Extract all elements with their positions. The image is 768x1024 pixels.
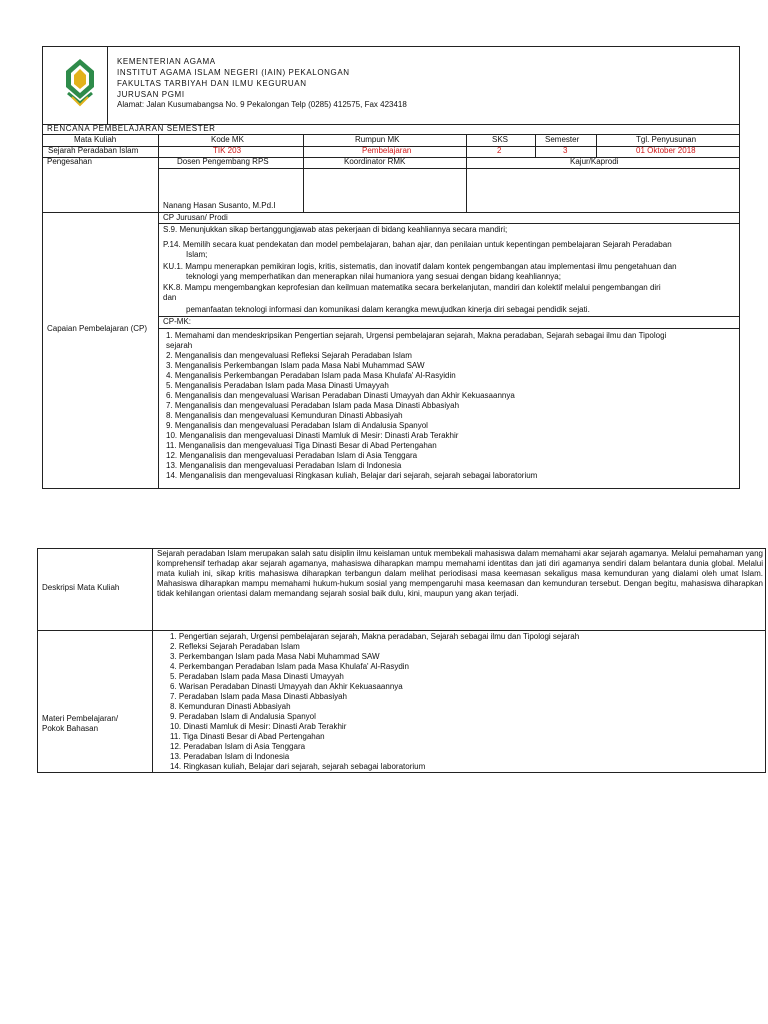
cp-label: Capaian Pembelajaran (CP)	[47, 324, 148, 333]
list-item: 4. Menganalisis Perkembangan Peradaban Islam pada Masa Khulafa' Al-Rasyidin	[166, 371, 456, 380]
cp-p14-cont: Islam;	[186, 250, 208, 259]
rule	[37, 772, 765, 773]
rule	[158, 316, 739, 317]
materi-label-cont: Pokok Bahasan	[42, 724, 99, 733]
cp-kk8-cont2: pemanfaatan teknologi informasi dan komunikasi dalam kerangka mewujudkan kinerja diri sebagai pendidik sejati.	[186, 305, 590, 314]
rule	[107, 46, 108, 125]
rule	[158, 168, 739, 169]
rule	[535, 134, 536, 158]
materi-list	[170, 632, 579, 772]
list-item: 9. Peradaban Islam di Andalusia Spanyol	[170, 712, 316, 721]
list-item: 5. Menganalisis Peradaban Islam pada Masa Dinasti Umayyah	[166, 381, 389, 390]
semester-value: 3	[563, 146, 568, 155]
dosen-name: Nanang Hasan Susanto, M.Pd.I	[163, 201, 276, 210]
rule	[42, 46, 43, 489]
list-item: 10. Dinasti Mamluk di Mesir: Dinasti Arab Terakhir	[170, 722, 347, 731]
deskripsi-label: Deskripsi Mata Kuliah	[42, 583, 120, 592]
rule	[765, 548, 766, 773]
list-item: 3. Menganalisis Perkembangan Islam pada Masa Nabi Muhammad SAW	[166, 361, 425, 370]
kajur-kaprodi-label: Kajur/Kaprodi	[570, 157, 619, 166]
cp-kk8: KK.8. Mampu mengembangkan keprofesian dan keilmuan matematika secara berkelanjutan, mandiri dan kolektif melalui pengembangan diri	[163, 283, 661, 292]
materi-label: Materi Pembelajaran/	[42, 714, 119, 723]
list-item: 12. Menganalisis dan mengevaluasi Peradaban Islam di Asia Tenggara	[166, 451, 418, 460]
list-item: 13. Menganalisis dan mengevaluasi Peradaban Islam di Indonesia	[166, 461, 402, 470]
list-item: sejarah	[166, 341, 193, 350]
list-item: 12. Peradaban Islam di Asia Tenggara	[170, 742, 306, 751]
tgl-penyusunan-value: 01 Oktober 2018	[636, 146, 696, 155]
deskripsi-text: Sejarah peradaban Islam merupakan salah satu disiplin ilmu keislaman untuk membekali mahasiswa dalam memahami akar sejarah agamanya. Melalui pemahaman yang komprehensif terhadap akar sejarah agamanya, mahasiswa diharapkan mampu memahami identitas dan jati diri agamanya sendiri dalam belantara dunia global. Melalui mata kuliah ini, sikap kritis mahasiswa diharapkan terbangun dalam melihat periodisasi masa keemasan sekaligus masa kemunduran yang dialami oleh umat Islam. Mahasiswa diharapkan mampu memahami hukum-hukum sosial yang mempengaruhi masa keemasan dan kemunduran tersebut. Dengan begitu, mahasiswa diharapkan tidak kehilangan orientasi dalam memandang sejarah sosial baik dulu, kini, maupun yang akan terjadi.	[157, 549, 763, 598]
col-tgl-penyusunan: Tgl. Penyusunan	[636, 135, 697, 144]
faculty-name: FAKULTAS TARBIYAH DAN ILMU KEGURUAN	[117, 79, 307, 88]
rule	[739, 46, 740, 489]
list-item: 7. Menganalisis dan mengevaluasi Peradaban Islam pada Masa Dinasti Abbasiyah	[166, 401, 460, 410]
list-item: 14. Menganalisis dan mengevaluasi Ringkasan kuliah, Belajar dari sejarah, sejarah sebagai laboratorium	[166, 471, 538, 480]
list-item: 1. Memahami dan mendeskripsikan Pengertian sejarah, Urgensi pembelajaran sejarah, Makna peradaban, Sejarah sebagai ilmu dan Tipologi	[166, 331, 667, 340]
rule	[466, 134, 467, 213]
rule	[37, 630, 765, 631]
list-item: 8. Kemunduran Dinasti Abbasiyah	[170, 702, 291, 711]
institute-name: INSTITUT AGAMA ISLAM NEGERI (IAIN) PEKALONGAN	[117, 68, 350, 77]
col-sks: SKS	[492, 135, 509, 144]
list-item: 14. Ringkasan kuliah, Belajar dari sejarah, sejarah sebagai laboratorium	[170, 762, 426, 771]
col-mata-kuliah: Mata Kuliah	[74, 135, 117, 144]
list-item: 4. Perkembangan Peradaban Islam pada Masa Khulafa' Al-Rasydin	[170, 662, 410, 671]
ministry-name: KEMENTERIAN AGAMA	[117, 57, 216, 66]
koordinator-rmk-label: Koordinator RMK	[344, 157, 406, 166]
list-item: 9. Menganalisis dan mengevaluasi Peradaban Islam di Andalusia Spanyol	[166, 421, 428, 430]
rule	[158, 134, 159, 489]
rule	[596, 134, 597, 158]
cp-kk8-cont: dan	[163, 293, 177, 302]
address: Alamat: Jalan Kusumabangsa No. 9 Pekalongan Telp (0285) 412575, Fax 423418	[117, 100, 407, 109]
kode-mk-value: TIK 203	[213, 146, 242, 155]
rule	[158, 223, 739, 224]
rps-title: RENCANA PEMBELAJARAN SEMESTER	[47, 124, 216, 133]
rule	[303, 134, 304, 213]
list-item: 6. Menganalisis dan mengevaluasi Warisan Peradaban Dinasti Umayyah dan Akhir Kekuasaannya	[166, 391, 515, 400]
rule	[158, 328, 739, 329]
department-name: JURUSAN PGMI	[117, 90, 185, 99]
cp-ku1-cont: teknologi yang memperhatikan dan menerapkan nilai humaniora yang sesuai dengan bidang keahliannya;	[186, 272, 561, 281]
list-item: 3. Perkembangan Islam pada Masa Nabi Muhammad SAW	[170, 652, 380, 661]
list-item: 11. Menganalisis dan mengevaluasi Tiga Dinasti Besar di Abad Pertengahan	[166, 441, 437, 450]
cp-mk-header: CP-MK:	[163, 317, 191, 326]
mata-kuliah-value: Sejarah Peradaban Islam	[48, 146, 139, 155]
col-kode-mk: Kode MK	[211, 135, 244, 144]
list-item: 8. Menganalisis dan mengevaluasi Kemunduran Dinasti Abbasiyah	[166, 411, 403, 420]
rule	[152, 548, 153, 773]
list-item: 11. Tiga Dinasti Besar di Abad Pertengahan	[170, 732, 325, 741]
iain-logo	[60, 57, 100, 107]
col-rumpun-mk: Rumpun MK	[355, 135, 400, 144]
cp-s9: S.9. Menunjukkan sikap bertanggungjawab atas pekerjaan di bidang keahliannya secara mandiri;	[163, 225, 508, 234]
list-item: 2. Menganalisis dan mengevaluasi Refleksi Sejarah Peradaban Islam	[166, 351, 412, 360]
cp-p14: P.14. Memilih secara kuat pendekatan dan model pembelajaran, bahan ajar, dan penilaian untuk kepentingan pembelajaran Sejarah Peradaban	[163, 240, 672, 249]
list-item: 13. Peradaban Islam di Indonesia	[170, 752, 290, 761]
cp-ku1: KU.1. Mampu menerapkan pemikiran logis, kritis, sistematis, dan inovatif dalam kontek pengembangan atau implementasi ilmu pengetahuan dan	[163, 262, 677, 271]
rule	[42, 212, 739, 213]
rumpun-mk-value: Pembelajaran	[362, 146, 412, 155]
list-item: 7. Peradaban Islam pada Masa Dinasti Abbasiyah	[170, 692, 347, 701]
pengesahan-label: Pengesahan	[47, 157, 92, 166]
rule	[42, 488, 739, 489]
list-item: 10. Menganalisis dan mengevaluasi Dinasti Mamluk di Mesir: Dinasti Arab Terakhir	[166, 431, 459, 440]
sks-value: 2	[497, 146, 502, 155]
dosen-pengembang-label: Dosen Pengembang RPS	[177, 157, 269, 166]
list-item: 5. Peradaban Islam pada Masa Dinasti Umayyah	[170, 672, 344, 681]
list-item: 1. Pengertian sejarah, Urgensi pembelajaran sejarah, Makna peradaban, Sejarah sebagai ilmu dan Tipologi sejarah	[170, 632, 580, 641]
rule	[42, 46, 739, 47]
cp-mk-list	[166, 331, 666, 481]
list-item: 2. Refleksi Sejarah Peradaban Islam	[170, 642, 300, 651]
list-item: 6. Warisan Peradaban Dinasti Umayyah dan Akhir Kekuasaannya	[170, 682, 403, 691]
rule	[37, 548, 38, 773]
col-semester: Semester	[545, 135, 580, 144]
cp-prodi-header: CP Jurusan/ Prodi	[163, 213, 228, 222]
